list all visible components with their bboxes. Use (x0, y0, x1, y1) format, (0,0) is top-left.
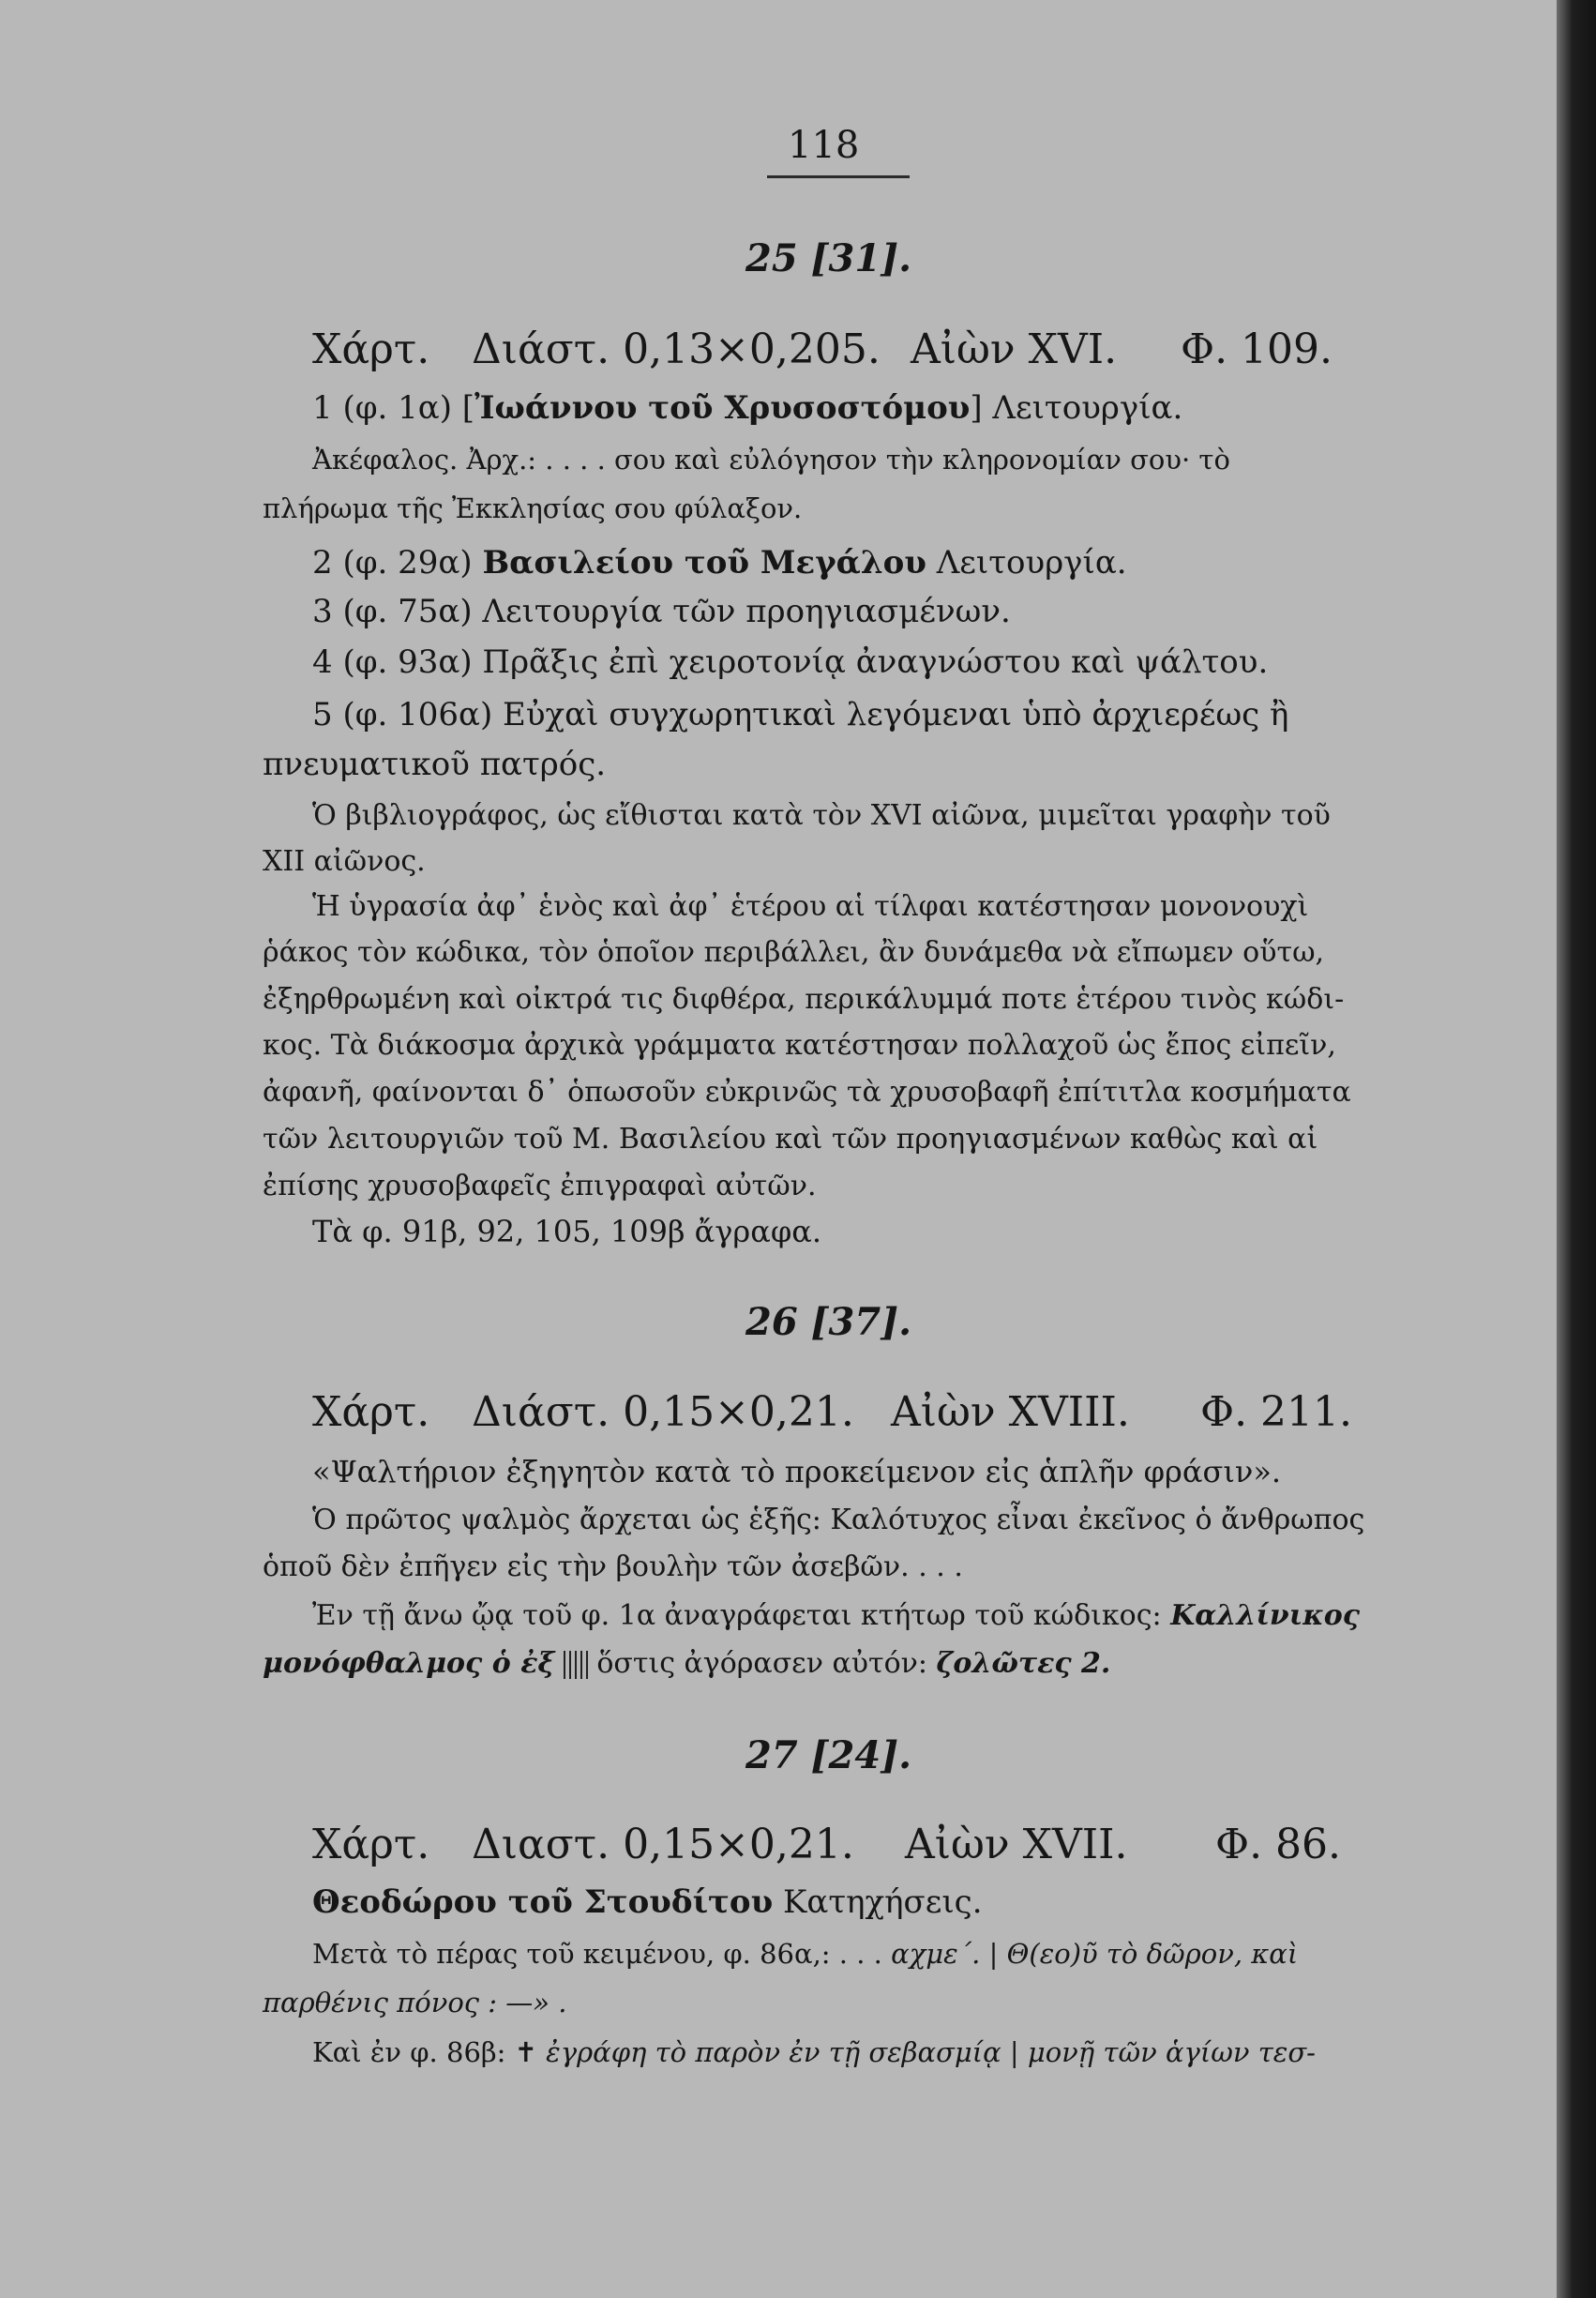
entry-25-line-7: 5 (φ. 106α) Εὐχαὶ συγχωρητικαὶ λεγόμεναι ὑπὸ ἀρχιερέως ἢ (312, 696, 1289, 733)
entry-25-century: Αἰὼν XVI. (911, 325, 1118, 373)
entry-25-line-4 (312, 542, 1127, 583)
header-rule (767, 175, 910, 178)
entry-25-line-3: πλήρωμα τῆς Ἐκκλησίας σου φύλαξον. (263, 492, 803, 524)
entry-27-century: Αἰὼν XVII. (905, 1821, 1128, 1868)
work-title: Λειτουργία. (936, 544, 1127, 582)
entry-25-line-16: τῶν λειτουργιῶν τοῦ Μ. Βασιλείου καὶ τῶν προηγιασμένων καθὼς καὶ αἱ (263, 1123, 1318, 1156)
author-name: Θεοδώρου τοῦ Στουδίτου (312, 1883, 774, 1921)
entry-25-line-10: XII αἰῶνος. (263, 845, 426, 878)
item-number: 1 (φ. 1α) [ (312, 389, 475, 427)
entry-26-line-2: Ὁ πρῶτος ψαλμὸς ἄρχεται ὡς ἑξῆς: Καλότυχος εἶναι ἐκεῖνος ὁ ἄνθρωπος (312, 1504, 1365, 1536)
entry-25-line-5: 3 (φ. 75α) Λειτουργία τῶν προηγιασμένων. (312, 593, 1011, 630)
ownership-note: Ἐν τῇ ἄνω ᾤᾳ τοῦ φ. 1α ἀναγράφεται κτήτωρ τοῦ κώδικος: (312, 1599, 1162, 1632)
entry-27-material: Χάρτ. (312, 1821, 430, 1868)
entry-26-line-3: ὁποῦ δὲν ἐπῆγεν εἰς τὴν βουλὴν τῶν ἀσεβῶν. . . . (263, 1550, 963, 1583)
colophon-intro: Μετὰ τὸ πέρας τοῦ κειμένου, φ. 86α,: . . . (312, 1938, 882, 1970)
work-title: ] Λειτουργία. (970, 389, 1183, 427)
entry-25-line-11: Ἡ ὑγρασία ἀφ᾽ ἑνὸς καὶ ἀφ᾽ ἑτέρου αἱ τίλφαι κατέστησαν μονονουχὶ (312, 890, 1309, 923)
entry-25-line-14: κος. Τὰ διάκοσμα ἀρχικὰ γράμματα κατέστησαν πολλαχοῦ ὡς ἔπος εἰπεῖν, (263, 1029, 1336, 1062)
entry-27-heading: 27 [24]. (745, 1733, 912, 1777)
entry-26-dimensions: Διάστ. 0,15×0,21. (472, 1388, 854, 1436)
page-edge-shadow (1557, 0, 1596, 2298)
entry-27-line-2 (312, 1933, 1298, 1974)
work-title: Κατηχήσεις. (783, 1883, 983, 1921)
owner-name: Καλλίνικος (1170, 1599, 1361, 1632)
entry-27-line-1 (312, 1882, 983, 1923)
entry-26-material: Χάρτ. (312, 1388, 430, 1436)
entry-25-heading: 25 [31]. (745, 236, 912, 280)
entry-25-line-9: Ὁ βιβλιογράφος, ὡς εἴθισται κατὰ τὸν XVI αἰῶνα, μιμεῖται γραφὴν τοῦ (312, 799, 1331, 832)
entry-26-century: Αἰὼν XVIII. (891, 1388, 1130, 1436)
note-intro: Καὶ ἐν φ. 86β: ✝ (312, 2036, 537, 2068)
entry-25-dimensions: Διάστ. 0,13×0,205. (472, 325, 881, 373)
entry-26-line-1: «Ψαλτήριον ἐξηγητὸν κατὰ τὸ προκείμενον εἰς ἁπλῆν φράσιν». (312, 1454, 1282, 1489)
author-name: Βασιλείου τοῦ Μεγάλου (482, 544, 926, 582)
author-name: Ἰωάννου τοῦ Χρυσοστόμου (474, 389, 971, 427)
entry-25-line-15: ἀφανῆ, φαίνονται δ᾽ ὁπωσοῦν εὐκρινῶς τὰ χρυσοβαφῆ ἐπίτιτλα κοσμήματα (263, 1076, 1351, 1109)
entry-25-line-1 (312, 387, 1182, 429)
entry-26-heading: 26 [37]. (745, 1300, 912, 1344)
entry-26-line-5 (263, 1643, 1110, 1685)
entry-25-line-12: ῥάκος τὸν κώδικα, τὸν ὁποῖον περιβάλλει, ἂν δυνάμεθα νὰ εἴπωμεν οὕτω, (263, 936, 1325, 969)
entry-27-folios: Φ. 86. (1215, 1821, 1342, 1868)
item-number: 2 (φ. 29α) (312, 544, 473, 582)
colophon-text: αχμε΄. | Θ(εο)ῦ τὸ δῶρον, καὶ (891, 1938, 1299, 1970)
page-number: 118 (788, 124, 860, 167)
entry-26-folios: Φ. 211. (1200, 1388, 1353, 1436)
entry-27-dimensions: Διαστ. 0,15×0,21. (472, 1821, 854, 1868)
price: ζολῶτες 2. (936, 1647, 1111, 1680)
entry-25-line-6: 4 (φ. 93α) Πρᾶξις ἐπὶ χειροτονίᾳ ἀναγνώστου καὶ ψάλτου. (312, 643, 1269, 681)
entry-25-line-2: Ἀκέφαλος. Ἀρχ.: . . . . σου καὶ εὐλόγησον τὴν κληρονομίαν σου· τὸ (312, 444, 1230, 476)
entry-26-line-4 (312, 1595, 1360, 1637)
ownership-phrase: ὅστις ἀγόρασεν αὐτόν: (596, 1647, 927, 1680)
entry-27-line-3: παρθένις πόνος : —» . (263, 1987, 567, 2018)
entry-25-line-13: ἐξηρθρωμένη καὶ οἰκτρά τις διφθέρα, περικάλυμμά ποτε ἑτέρου τινὸς κώδι- (263, 983, 1345, 1016)
note-text: ἐγράφη τὸ παρὸν ἐν τῇ σεβασμίᾳ | μονῇ τῶν ἁγίων τεσ- (546, 2036, 1316, 2068)
entry-27-line-4 (312, 2032, 1316, 2073)
illegible-mark (564, 1651, 588, 1679)
entry-25-material: Χάρτ. (312, 325, 430, 373)
entry-25-line-8: πνευματικοῦ πατρός. (263, 746, 607, 783)
entry-25-folios: Φ. 109. (1181, 325, 1333, 373)
entry-25-line-18: Τὰ φ. 91β, 92, 105, 109β ἄγραφα. (312, 1214, 822, 1249)
entry-25-line-17: ἐπίσης χρυσοβαφεῖς ἐπιγραφαὶ αὐτῶν. (263, 1170, 817, 1202)
owner-epithet: μονόφθαλμος ὁ ἐξ (263, 1647, 555, 1680)
